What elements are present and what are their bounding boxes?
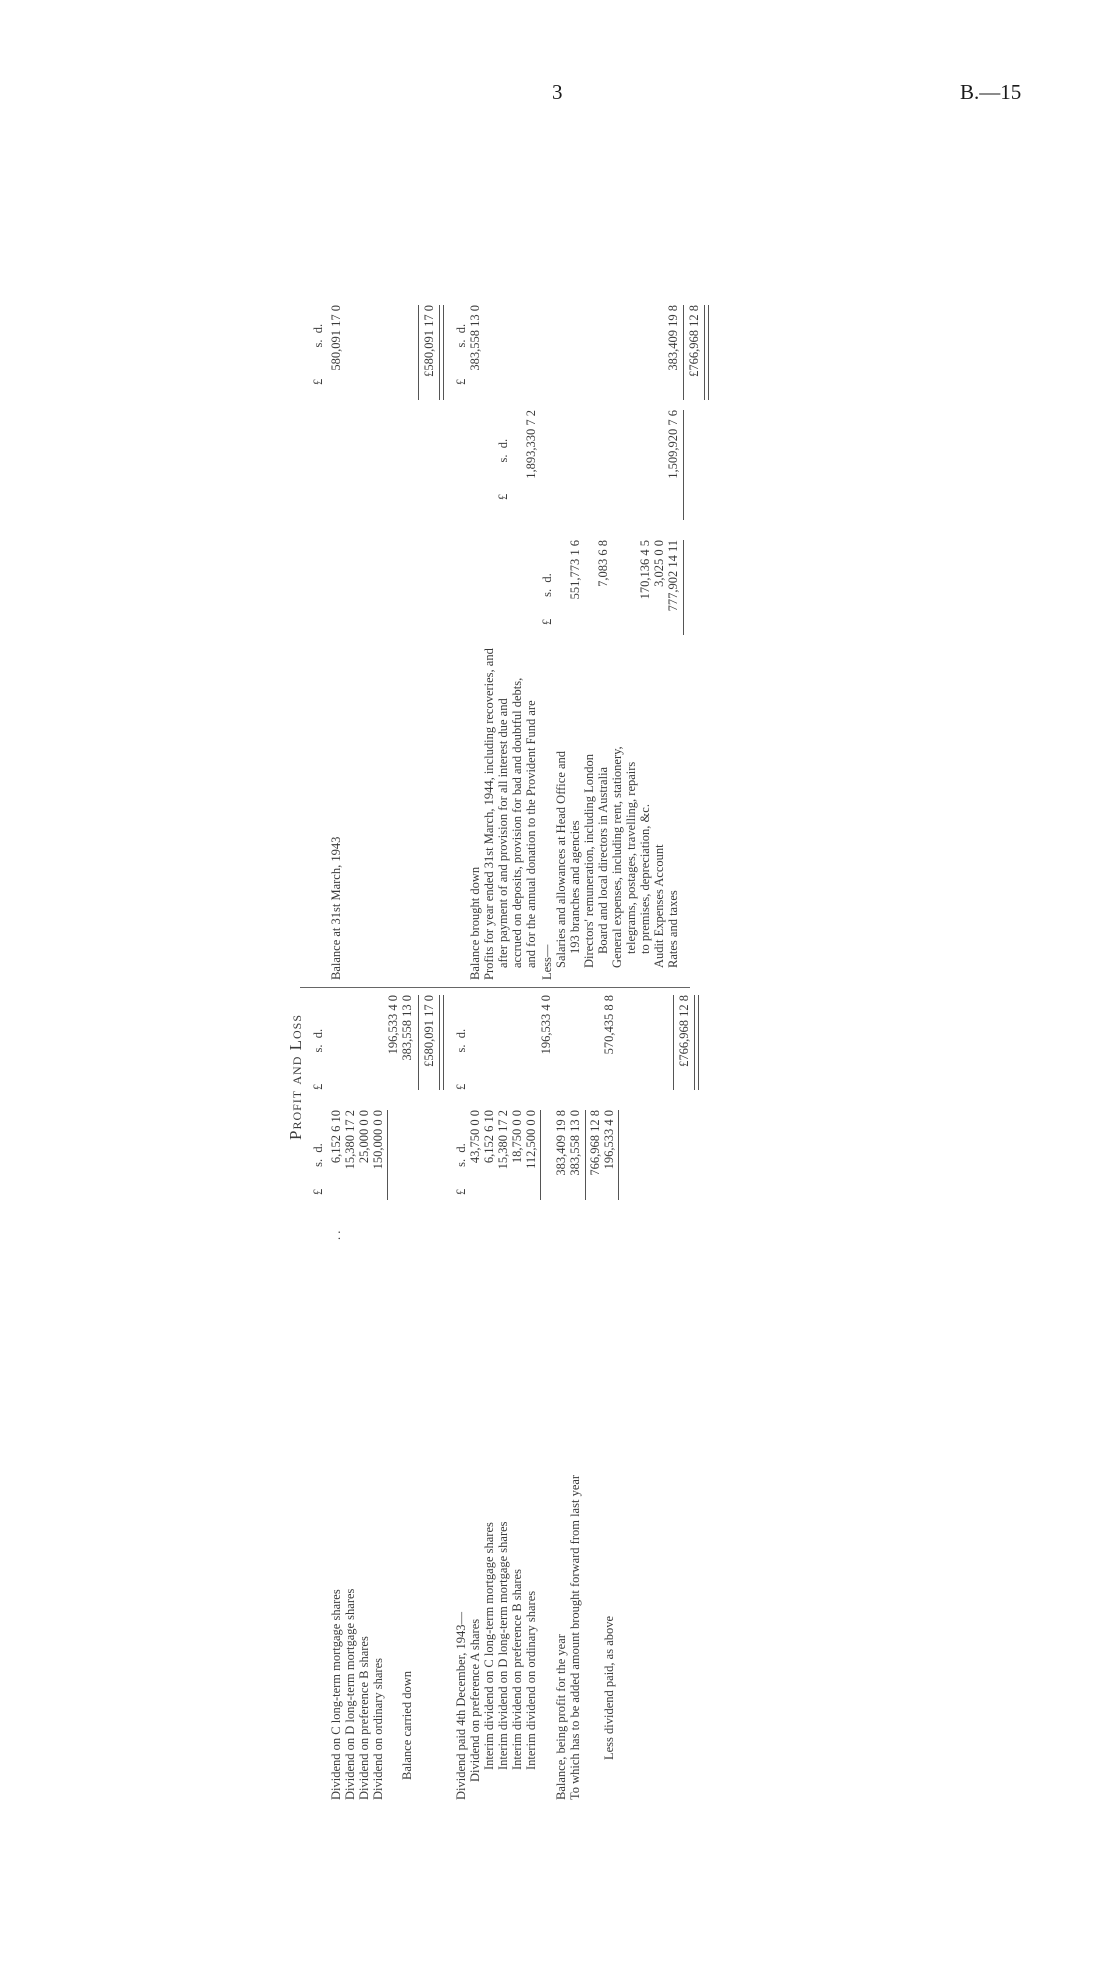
debit-amount-4: 150,000 0 0 bbox=[371, 1110, 385, 1170]
debit-block2-amount-3: 15,380 17 2 bbox=[496, 1110, 510, 1170]
less-label: Less— bbox=[540, 944, 554, 980]
statement-title: Profit and Loss bbox=[286, 1013, 305, 1140]
debit-block2-line-2: Interim dividend on C long-term mortgage shares bbox=[482, 1522, 496, 1770]
expense-4-line-1: Audit Expenses Account bbox=[652, 844, 666, 968]
less-dividend-amount: 570,435 8 8 bbox=[602, 995, 616, 1055]
debit-block2-line-5: Interim dividend on ordinary shares bbox=[524, 1590, 538, 1770]
balance-profit-label: Balance, being profit for the year bbox=[554, 1634, 568, 1800]
debit-grand-total-2: £766,968 12 8 bbox=[677, 995, 691, 1067]
expense-1-line-1: Salaries and allowances at Head Office and bbox=[554, 750, 568, 968]
debit-subtotal: 766,968 12 8 bbox=[588, 1110, 602, 1176]
currency-header: £ s. d. bbox=[496, 438, 510, 500]
expense-5-line-1: Rates and taxes bbox=[666, 890, 680, 968]
debit-line-4: Dividend on ordinary shares bbox=[371, 1658, 385, 1800]
expense-3-line-1: General expenses, including rent, stationery, bbox=[610, 746, 624, 968]
balance-profit-amount: 383,409 19 8 bbox=[554, 1110, 568, 1176]
credit-balance-1943-label: Balance at 31st March, 1943 bbox=[329, 836, 343, 980]
debit-amount-3: 25,000 0 0 bbox=[357, 1110, 371, 1164]
credit-grand-total-1: £580,091 17 0 bbox=[422, 305, 436, 377]
currency-header: £ s. d. bbox=[454, 1028, 468, 1090]
debit-block2-line-1: Dividend on preference A shares bbox=[468, 1618, 482, 1782]
less-dividend-label: Less dividend paid, as above bbox=[602, 1615, 616, 1760]
credit-balance-1943-amount: 580,091 17 0 bbox=[329, 305, 343, 371]
profits-line-4: and for the annual donation to the Provident Fund are bbox=[524, 700, 538, 968]
document-reference: B.—15 bbox=[960, 80, 1022, 104]
balance-brought-down-amount: 383,558 13 0 bbox=[468, 305, 482, 371]
debit-amount-1: 6,152 6 10 bbox=[329, 1110, 343, 1164]
currency-header: £ s. d. bbox=[311, 1028, 325, 1090]
profits-line-3: accrued on deposits, provision for bad and doubtful debts, bbox=[510, 677, 524, 968]
expense-2-line-2: Board and local directors in Australia bbox=[596, 766, 610, 954]
debit-block2-line-3: Interim dividend on D long-term mortgage shares bbox=[496, 1521, 510, 1770]
currency-header: £ s. d. bbox=[454, 1143, 468, 1195]
debit-line-3: Dividend on preference B shares bbox=[357, 1636, 371, 1800]
credit-grand-total-2: £766,968 12 8 bbox=[687, 305, 701, 377]
debit-block2-amount-2: 6,152 6 10 bbox=[482, 1110, 496, 1164]
debit-line-2: Dividend on D long-term mortgage shares bbox=[343, 1588, 357, 1800]
debit-amount-2: 15,380 17 2 bbox=[343, 1110, 357, 1170]
dividend-paid-heading: Dividend paid 4th December, 1943— bbox=[454, 1612, 468, 1800]
profits-line-2: after payment of and provision for all interest due and bbox=[496, 698, 510, 968]
brought-forward-amount: 383,558 13 0 bbox=[568, 1110, 582, 1176]
currency-header: £ s. d. bbox=[311, 323, 325, 385]
expense-3-amount: 170,136 4 5 bbox=[638, 540, 652, 600]
expense-3-line-2: telegrams, postages, travelling, repairs bbox=[624, 761, 638, 954]
expense-1-line-2: 193 branches and agencies bbox=[568, 820, 582, 954]
expense-1-amount: 551,773 1 6 bbox=[568, 540, 582, 600]
profits-line-1: Profits for year ended 31st March, 1944, including recoveries, and bbox=[482, 648, 496, 980]
net-profit-amount: 383,409 19 8 bbox=[666, 305, 680, 371]
debit-block2-line-4: Interim dividend on preference B shares bbox=[510, 1569, 524, 1770]
balance-brought-down-label: Balance brought down bbox=[468, 866, 482, 980]
profit-and-loss-statement bbox=[285, 300, 885, 1800]
expense-4-amount: 3,025 0 0 bbox=[652, 540, 666, 587]
currency-header: £ s. d. bbox=[311, 1143, 325, 1195]
profits-amount: 1,893,330 7 2 bbox=[524, 410, 538, 479]
currency-header: £ s. d. bbox=[540, 573, 554, 625]
page-number: 3 bbox=[552, 80, 563, 104]
debit-grand-total-1: £580,091 17 0 bbox=[422, 995, 436, 1067]
expenses-total: 1,509,920 7 6 bbox=[666, 410, 680, 479]
debit-block2-amount-4: 18,750 0 0 bbox=[510, 1110, 524, 1164]
less-dividend-subamount: 196,533 4 0 bbox=[602, 1110, 616, 1170]
expense-3-line-3: to premises, depreciation, &c. bbox=[638, 804, 652, 954]
currency-header: £ s. d. bbox=[454, 323, 468, 385]
debit-block2-amount-5: 112,500 0 0 bbox=[524, 1110, 538, 1169]
balance-carried-down-label: Balance carried down bbox=[400, 1671, 414, 1780]
expense-5-amount: 777,902 14 11 bbox=[666, 540, 680, 612]
debit-line-1: Dividend on C long-term mortgage shares . . bbox=[329, 1230, 343, 1800]
balance-carried-down-amount: 383,558 13 0 bbox=[400, 995, 414, 1061]
expense-2-amount: 7,083 6 8 bbox=[596, 540, 610, 587]
brought-forward-label: To which has to be added amount brought forward from last year bbox=[568, 1474, 582, 1800]
debit-block1-total: 196,533 4 0 bbox=[386, 995, 400, 1055]
debit-block2-total: 196,533 4 0 bbox=[539, 995, 553, 1055]
debit-block2-amount-1: 43,750 0 0 bbox=[468, 1110, 482, 1164]
expense-2-line-1: Directors' remuneration, including London bbox=[582, 753, 596, 968]
